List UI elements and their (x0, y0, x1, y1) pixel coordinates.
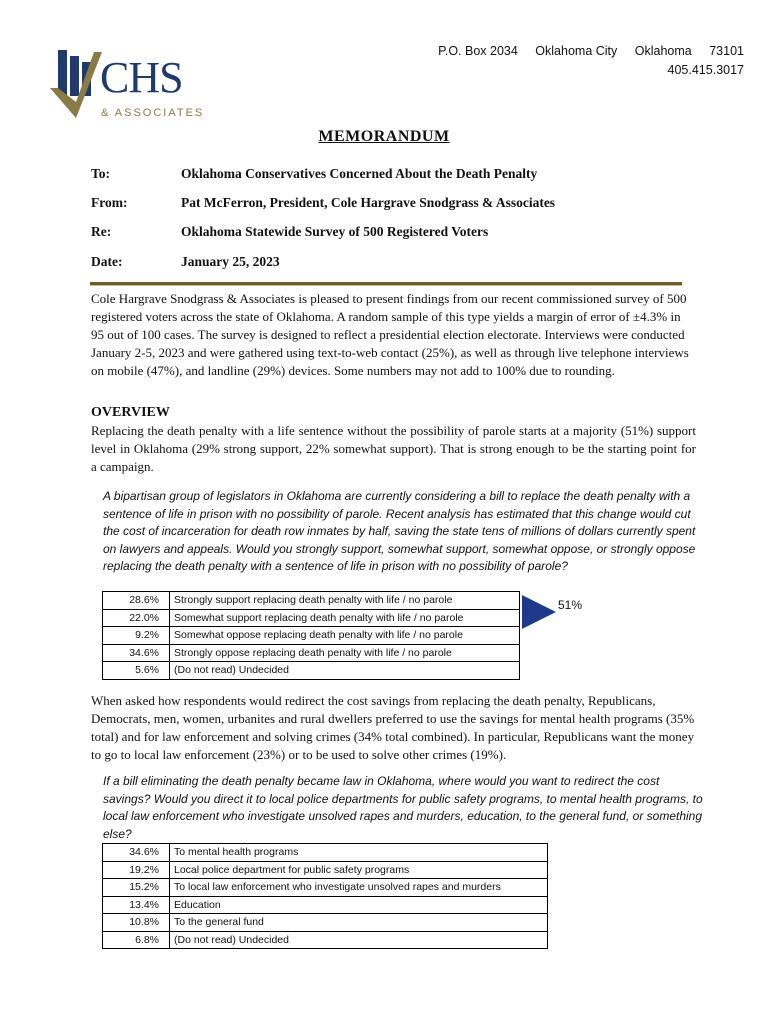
zip: 73101 (709, 44, 744, 58)
memo-title: MEMORANDUM (318, 128, 450, 145)
overview-heading: OVERVIEW (91, 405, 170, 420)
percent-cell: 6.8% (103, 931, 170, 949)
response-label-cell: Somewhat support replacing death penalty with life / no parole (170, 609, 520, 627)
percent-cell: 10.8% (103, 914, 170, 932)
percent-cell: 34.6% (103, 644, 170, 662)
logo-wordmark: CHS (100, 53, 183, 102)
po-box: P.O. Box 2034 (438, 44, 518, 58)
response-label-cell: To mental health programs (170, 844, 548, 862)
intro-paragraph: Cole Hargrave Snodgrass & Associates is pleased to present findings from our recent commissioned survey of 500 registered voters across the state of Oklahoma. A random sample of this type yields a margin of error of ±4.3% in 95 out of 100 cases. The survey is designed to reflect a presidential election electorate. Interviews were conducted January 2-5, 2023 and were gathered using text-to-web contact (25%), as well as through live telephone interviews on mobile (47%), and landline (29%) devices. Some numbers may not add to 100% due to rounding. (91, 291, 689, 378)
table-row (103, 879, 548, 897)
table-row (103, 896, 548, 914)
percent-cell: 28.6% (103, 592, 170, 610)
response-label-cell: (Do not read) Undecided (170, 931, 548, 949)
response-label-cell: (Do not read) Undecided (170, 662, 520, 680)
re-value: Oklahoma Statewide Survey of 500 Registered Voters (181, 224, 489, 239)
table-row (103, 844, 548, 862)
table-row (103, 931, 548, 949)
date-label: Date: (91, 254, 123, 269)
percent-cell: 15.2% (103, 879, 170, 897)
response-label-cell: Strongly support replacing death penalty with life / no parole (170, 592, 520, 610)
city: Oklahoma City (535, 44, 618, 58)
letterhead-address (424, 42, 744, 80)
response-label-cell: To local law enforcement who investigate unsolved rapes and murders (170, 879, 548, 897)
response-label-cell: Somewhat oppose replacing death penalty with life / no parole (170, 627, 520, 645)
from-label: From: (91, 195, 128, 210)
overview-paragraph: Replacing the death penalty with a life sentence without the possibility of parole starts at a majority (51%) support level in Oklahoma (29% strong support, 22% somewhat support). That is strong enough to be the starting point for a campaign. (91, 423, 696, 474)
response-label-cell: Local police department for public safety programs (170, 861, 548, 879)
percent-cell: 22.0% (103, 609, 170, 627)
table-row (103, 609, 520, 627)
response-label-cell: Education (170, 896, 548, 914)
table-row (103, 592, 520, 610)
percent-cell: 9.2% (103, 627, 170, 645)
response-label-cell: To the general fund (170, 914, 548, 932)
table-row (103, 861, 548, 879)
phone: 405.415.3017 (667, 63, 744, 77)
to-label: To: (91, 166, 111, 181)
header-divider (90, 282, 682, 285)
support-callout: 51% (558, 598, 583, 612)
percent-cell: 34.6% (103, 844, 170, 862)
results-table-2 (102, 843, 548, 949)
table-row (103, 662, 520, 680)
to-value: Oklahoma Conservatives Concerned About the Death Penalty (181, 166, 538, 181)
percent-cell: 13.4% (103, 896, 170, 914)
state: Oklahoma (634, 44, 692, 58)
question-2: If a bill eliminating the death penalty became law in Oklahoma, where would you want to redirect the cost savings? Would you direct it to local police departments for public safety programs, to mental health programs, to local law enforcement who investigate unsolved rapes and murders, education, to the general fund, or something else? (103, 774, 703, 841)
logo-subtitle: & ASSOCIATES (101, 107, 205, 119)
question-1: A bipartisan group of legislators in Oklahoma are currently considering a bill to replace the death penalty with a sentence of life in prison with no possibility of parole. Recent analysis has estimated that this change would cut the cost of incarceration for death row inmates by half, saving the state tens of millions of dollars currently spent on lawyers and appeals. Would you strongly support, somewhat support, somewhat oppose, or strongly oppose replacing the death penalty with a sentence of life in prison with no possibility of parole? (103, 489, 696, 573)
percent-cell: 5.6% (103, 662, 170, 680)
results-table-1 (102, 591, 520, 680)
savings-paragraph: When asked how respondents would redirect the cost savings from replacing the death penalty, Republicans, Democrats, men, women, urbanites and rural dwellers preferred to use the savings for mental health programs (35% total) and for law enforcement and solving crimes (34% total combined). In particular, Republicans want the money to go to local law enforcement (23%) or to be used to solve other crimes (19%). (91, 693, 695, 762)
response-label-cell: Strongly oppose replacing death penalty with life / no parole (170, 644, 520, 662)
arrow-right-icon (520, 593, 558, 631)
date-value: January 25, 2023 (181, 254, 280, 269)
table-row (103, 644, 520, 662)
from-value: Pat McFerron, President, Cole Hargrave Snodgrass & Associates (181, 195, 556, 210)
re-label: Re: (91, 224, 112, 239)
address-line (424, 42, 744, 61)
percent-cell: 19.2% (103, 861, 170, 879)
table-row (103, 914, 548, 932)
table-row (103, 627, 520, 645)
